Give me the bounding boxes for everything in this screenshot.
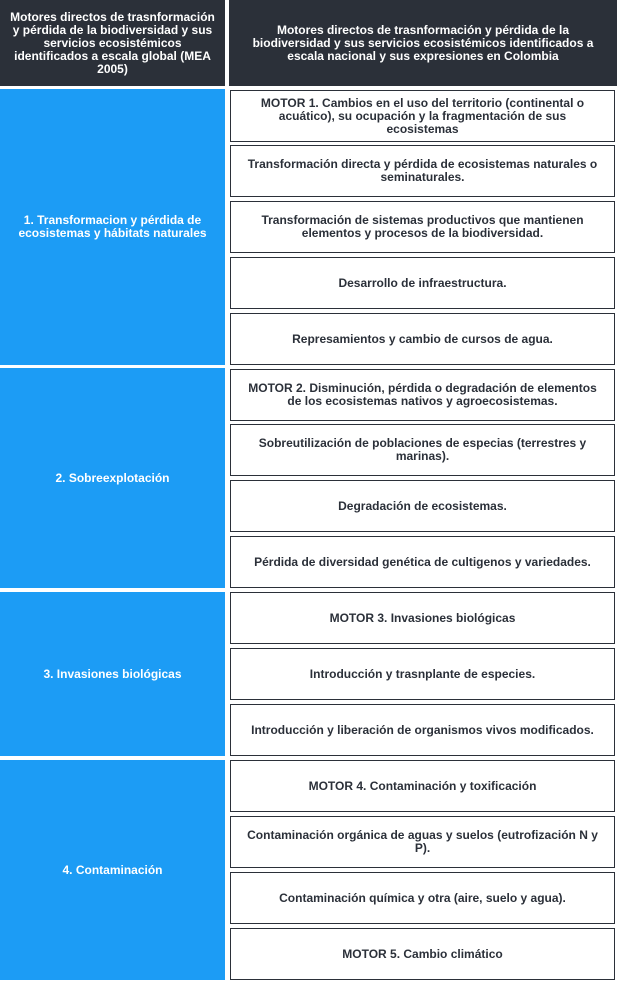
table-row: Desarrollo de infraestructura. xyxy=(230,257,615,309)
table-row: Degradación de ecosistemas. xyxy=(230,480,615,532)
table-row: Sobreutilización de poblaciones de especias (terrestres y marinas). xyxy=(230,424,615,476)
table-row: Transformación directa y pérdida de ecosistemas naturales o seminaturales. xyxy=(230,145,615,197)
group-transformation: 1. Transformacion y pérdida de ecosistemas y hábitats naturales xyxy=(0,89,225,365)
group-biological-invasions: 3. Invasiones biológicas xyxy=(0,592,225,756)
motor-5-cell: MOTOR 5. Cambio climático xyxy=(230,928,615,980)
table-row: Introducción y trasnplante de especies. xyxy=(230,648,615,700)
header-national-drivers: Motores directos de trasnformación y pérdida de la biodiversidad y sus servicios ecosistémicos identificados a escala nacional y sus expresiones en Colombia xyxy=(229,0,617,86)
header-global-drivers: Motores directos de trasnformación y pérdida de la biodiversidad y sus servicios ecosistémicos identificados a escala global (MEA 2005) xyxy=(0,0,225,86)
table-row: Contaminación química y otra (aire, suelo y agua). xyxy=(230,872,615,924)
table-row: Introducción y liberación de organismos vivos modificados. xyxy=(230,704,615,756)
table-row: Contaminación orgánica de aguas y suelos (eutrofización N y P). xyxy=(230,816,615,868)
motor-2-cell: MOTOR 2. Disminución, pérdida o degradación de elementos de los ecosistemas nativos y agroecosistemas. xyxy=(230,369,615,421)
table-row: Pérdida de diversidad genética de cultigenos y variedades. xyxy=(230,536,615,588)
table-row: Represamientos y cambio de cursos de agua. xyxy=(230,313,615,365)
group-overexploitation: 2. Sobreexplotación xyxy=(0,368,225,588)
group-pollution: 4. Contaminación xyxy=(0,760,225,980)
table-row: Transformación de sistemas productivos que mantienen elementos y procesos de la biodiversidad. xyxy=(230,201,615,253)
motor-1-cell: MOTOR 1. Cambios en el uso del territorio (continental o acuático), su ocupación y la fragmentación de sus ecosistemas xyxy=(230,90,615,142)
motor-4-cell: MOTOR 4. Contaminación y toxificación xyxy=(230,760,615,812)
motor-3-cell: MOTOR 3. Invasiones biológicas xyxy=(230,592,615,644)
